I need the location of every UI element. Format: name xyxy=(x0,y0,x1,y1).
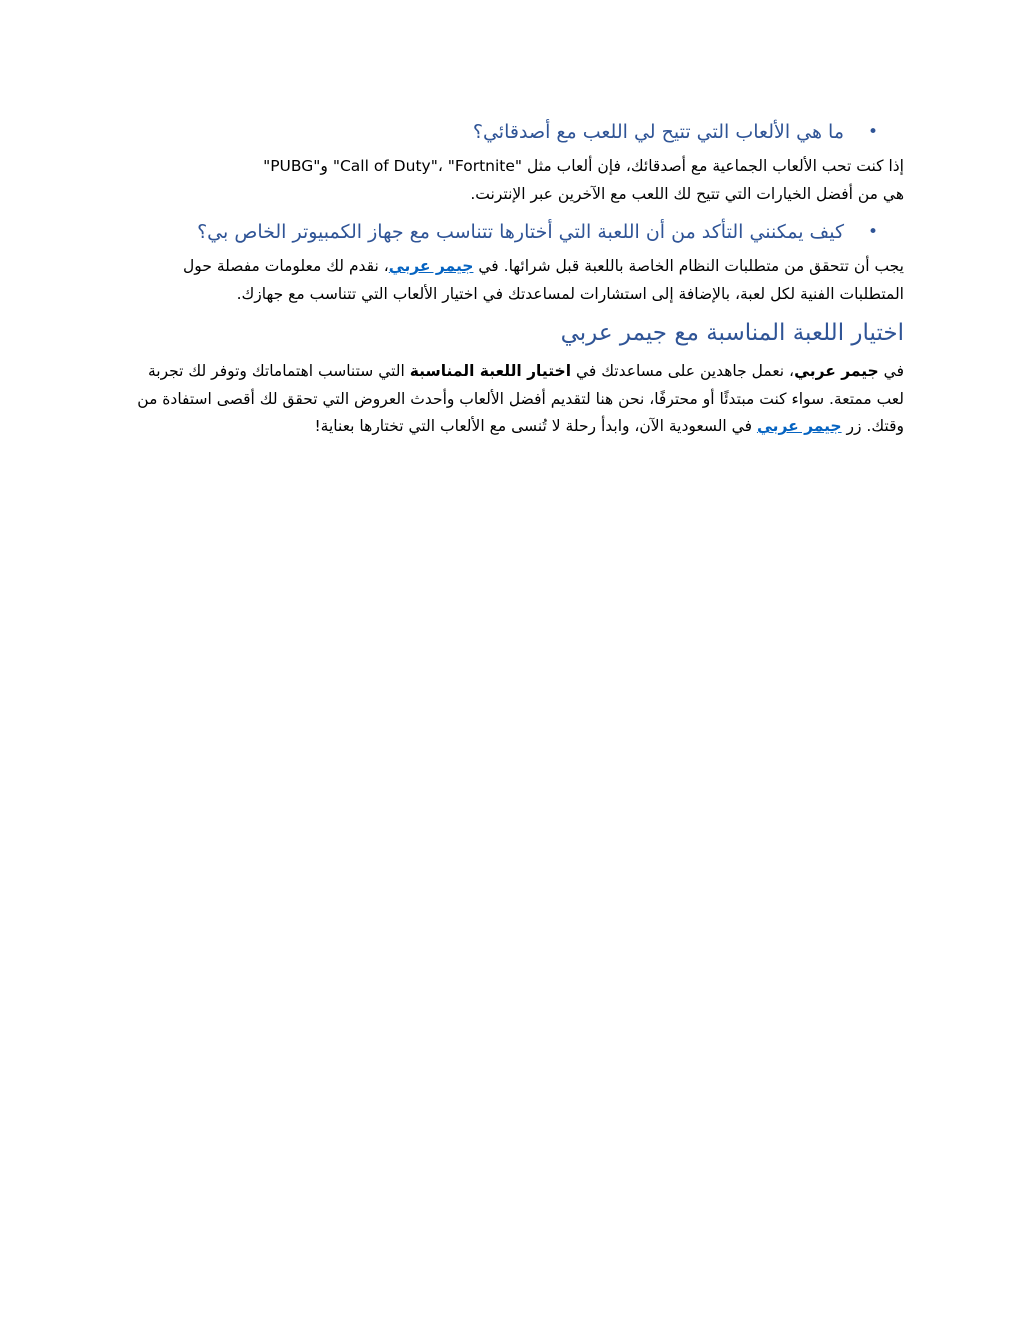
faq-answer-friends-games xyxy=(122,153,904,208)
paragraph-mid-2: التي ستناسب اهتماماتك وتوفر لك تجربة لعب ممتعة. سواء كنت مبتدئًا أو محترفًا، نحن هنا لتقديم أفضل الألعاب وأحدث العروض التي تحقق لك أقصى استفادة من وقتك. زر xyxy=(137,362,904,435)
answer-text-part-2: ، نقدم لك معلومات مفصلة حول المتطلبات الفنية لكل لعبة، بالإضافة إلى استشارات لمساعدتك في اختيار الألعاب التي تتناسب مع جهازك. xyxy=(183,257,904,303)
faq-question-friends-games xyxy=(122,118,904,147)
faq-answer-line-1: إذا كنت تحب الألعاب الجماعية مع أصدقائك، فإن ألعاب مثل "Call of Duty"، "Fortnite" و"PUBG" xyxy=(263,157,904,175)
section-paragraph xyxy=(122,358,904,441)
gamer-arabi-link[interactable]: جيمر عربي xyxy=(756,417,842,435)
faq-question-text: كيف يمكنني التأكد من أن اللعبة التي أختارها تتناسب مع جهاز الكمبيوتر الخاص بي؟ xyxy=(197,221,844,243)
section-heading: اختيار اللعبة المناسبة مع جيمر عربي xyxy=(560,320,904,346)
faq-answer-pc-compat xyxy=(122,253,904,308)
gamer-arabi-link[interactable]: جيمر عربي xyxy=(388,257,474,275)
keyword-bold: اختيار اللعبة المناسبة xyxy=(409,362,572,380)
paragraph-mid-1: ، نعمل جاهدين على مساعدتك في xyxy=(571,362,795,380)
faq-question-text: ما هي الألعاب التي تتيح لي اللعب مع أصدقائي؟ xyxy=(472,121,844,143)
faq-answer-line-2: هي من أفضل الخيارات التي تتيح لك اللعب مع الآخرين عبر الإنترنت. xyxy=(470,184,904,203)
paragraph-prefix: في xyxy=(878,362,904,380)
answer-text-part-1: يجب أن تتحقق من متطلبات النظام الخاصة باللعبة قبل شرائها. في xyxy=(473,257,904,275)
faq-question-pc-compat xyxy=(122,218,904,247)
paragraph-end: في السعودية الآن، وابدأ رحلة لا تُنسى مع الألعاب التي تختارها بعناية! xyxy=(314,417,757,435)
bullet-icon: • xyxy=(867,122,878,142)
bullet-icon: • xyxy=(867,222,878,242)
document-page xyxy=(122,108,904,445)
brand-name-bold: جيمر عربي xyxy=(794,362,879,380)
